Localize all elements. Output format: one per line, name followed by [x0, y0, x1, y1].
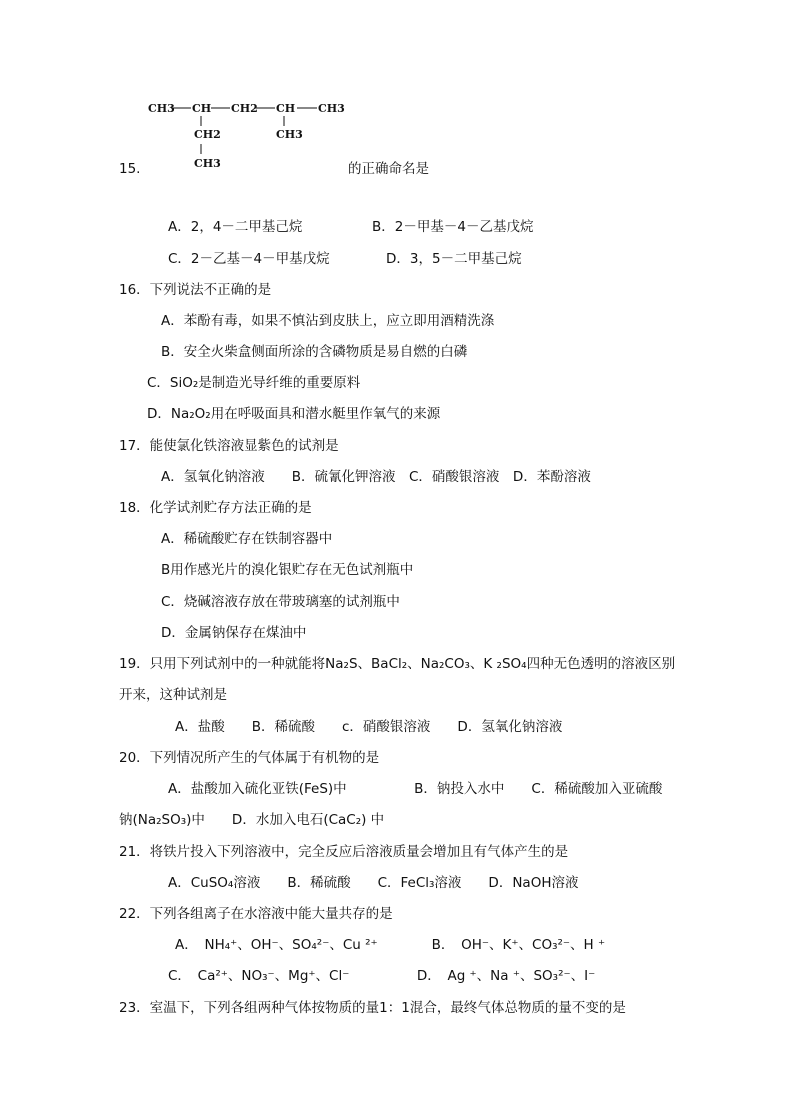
q18-option-a: A．稀硫酸贮存在铁制容器中 [161, 531, 333, 547]
q23-stem: 23．室温下，下列各组两种气体按物质的量1：1混合，最终气体总物质的量不变的是 [119, 1000, 626, 1016]
q15-stem: 的正确命名是 [348, 161, 429, 177]
q16-option-a: A．苯酚有毒，如果不慎沾到皮肤上，应立即用酒精洗涤 [161, 313, 495, 329]
q15-option-d: D．3，5－二甲基己烷 [386, 251, 522, 267]
q15-option-b: B．2－甲基－4－乙基戊烷 [372, 219, 534, 235]
formula-ch-1: CH [192, 102, 212, 115]
q22-options-line-1: A． NH₄⁺、OH⁻、SO₄²⁻、Cu ²⁺ B． OH⁻、K⁺、CO₃²⁻、H ⁺ [175, 937, 606, 953]
structural-formula-drawing [145, 96, 365, 176]
q19-options: A．盐酸 B．稀硫酸 c．硝酸银溶液 D．氢氧化钠溶液 [175, 719, 563, 735]
formula-branch-ch3-right: CH3 [276, 128, 303, 141]
q16-option-b: B．安全火柴盒侧面所涂的含磷物质是易自燃的白磷 [161, 344, 468, 360]
q18-option-b: B用作感光片的溴化银贮存在无色试剂瓶中 [161, 562, 414, 578]
q20-options-line-1: A．盐酸加入硫化亚铁(FeS)中 B．钠投入水中 C．稀硫酸加入亚硫酸 [168, 781, 663, 797]
q17-stem: 17．能使氯化铁溶液显紫色的试剂是 [119, 438, 339, 454]
q19-stem-line-1: 19．只用下列试剂中的一种就能将Na₂S、BaCl₂、Na₂CO₃、K ₂SO₄四种无色透明的溶液区别 [119, 656, 676, 672]
q15-number: 15. [119, 161, 141, 177]
formula-ch-2: CH [276, 102, 296, 115]
q16-option-c: C．SiO₂是制造光导纤维的重要原料 [147, 375, 361, 391]
formula-branch-ch3: CH3 [194, 157, 221, 170]
formula-ch2-mid: CH2 [231, 102, 258, 115]
q21-stem: 21．将铁片投入下列溶液中，完全反应后溶液质量会增加且有气体产生的是 [119, 844, 569, 860]
q21-options: A．CuSO₄溶液 B．稀硫酸 C．FeCl₃溶液 D．NaOH溶液 [168, 875, 579, 891]
q22-stem: 22．下列各组离子在水溶液中能大量共存的是 [119, 906, 393, 922]
q20-stem: 20．下列情况所产生的气体属于有机物的是 [119, 750, 380, 766]
q22-options-line-2: C． Ca²⁺、NO₃⁻、Mg⁺、Cl⁻ D． Ag ⁺、Na ⁺、SO₃²⁻、I⁻ [168, 968, 596, 984]
q19-stem-line-2: 开来，这种试剂是 [119, 687, 227, 703]
q18-stem: 18．化学试剂贮存方法正确的是 [119, 500, 312, 516]
q15-option-c: C．2－乙基－4－甲基戊烷 [168, 251, 330, 267]
q17-options: A．氢氧化钠溶液 B．硫氰化钾溶液 C．硝酸银溶液 D．苯酚溶液 [161, 469, 591, 485]
q16-stem: 16．下列说法不正确的是 [119, 282, 272, 298]
formula-ch3-right: CH3 [318, 102, 345, 115]
formula-ch3-left: CH3 [148, 102, 175, 115]
q18-option-c: C．烧碱溶液存放在带玻璃塞的试剂瓶中 [161, 594, 400, 610]
q20-options-line-2: 钠(Na₂SO₃)中 D．水加入电石(CaC₂) 中 [119, 812, 385, 828]
q15-option-a: A．2，4－二甲基己烷 [168, 219, 303, 235]
formula-branch-ch2: CH2 [194, 128, 221, 141]
structural-formula [145, 96, 365, 176]
q18-option-d: D．金属钠保存在煤油中 [161, 625, 307, 641]
q16-option-d: D．Na₂O₂用在呼吸面具和潜水艇里作氧气的来源 [147, 406, 441, 422]
